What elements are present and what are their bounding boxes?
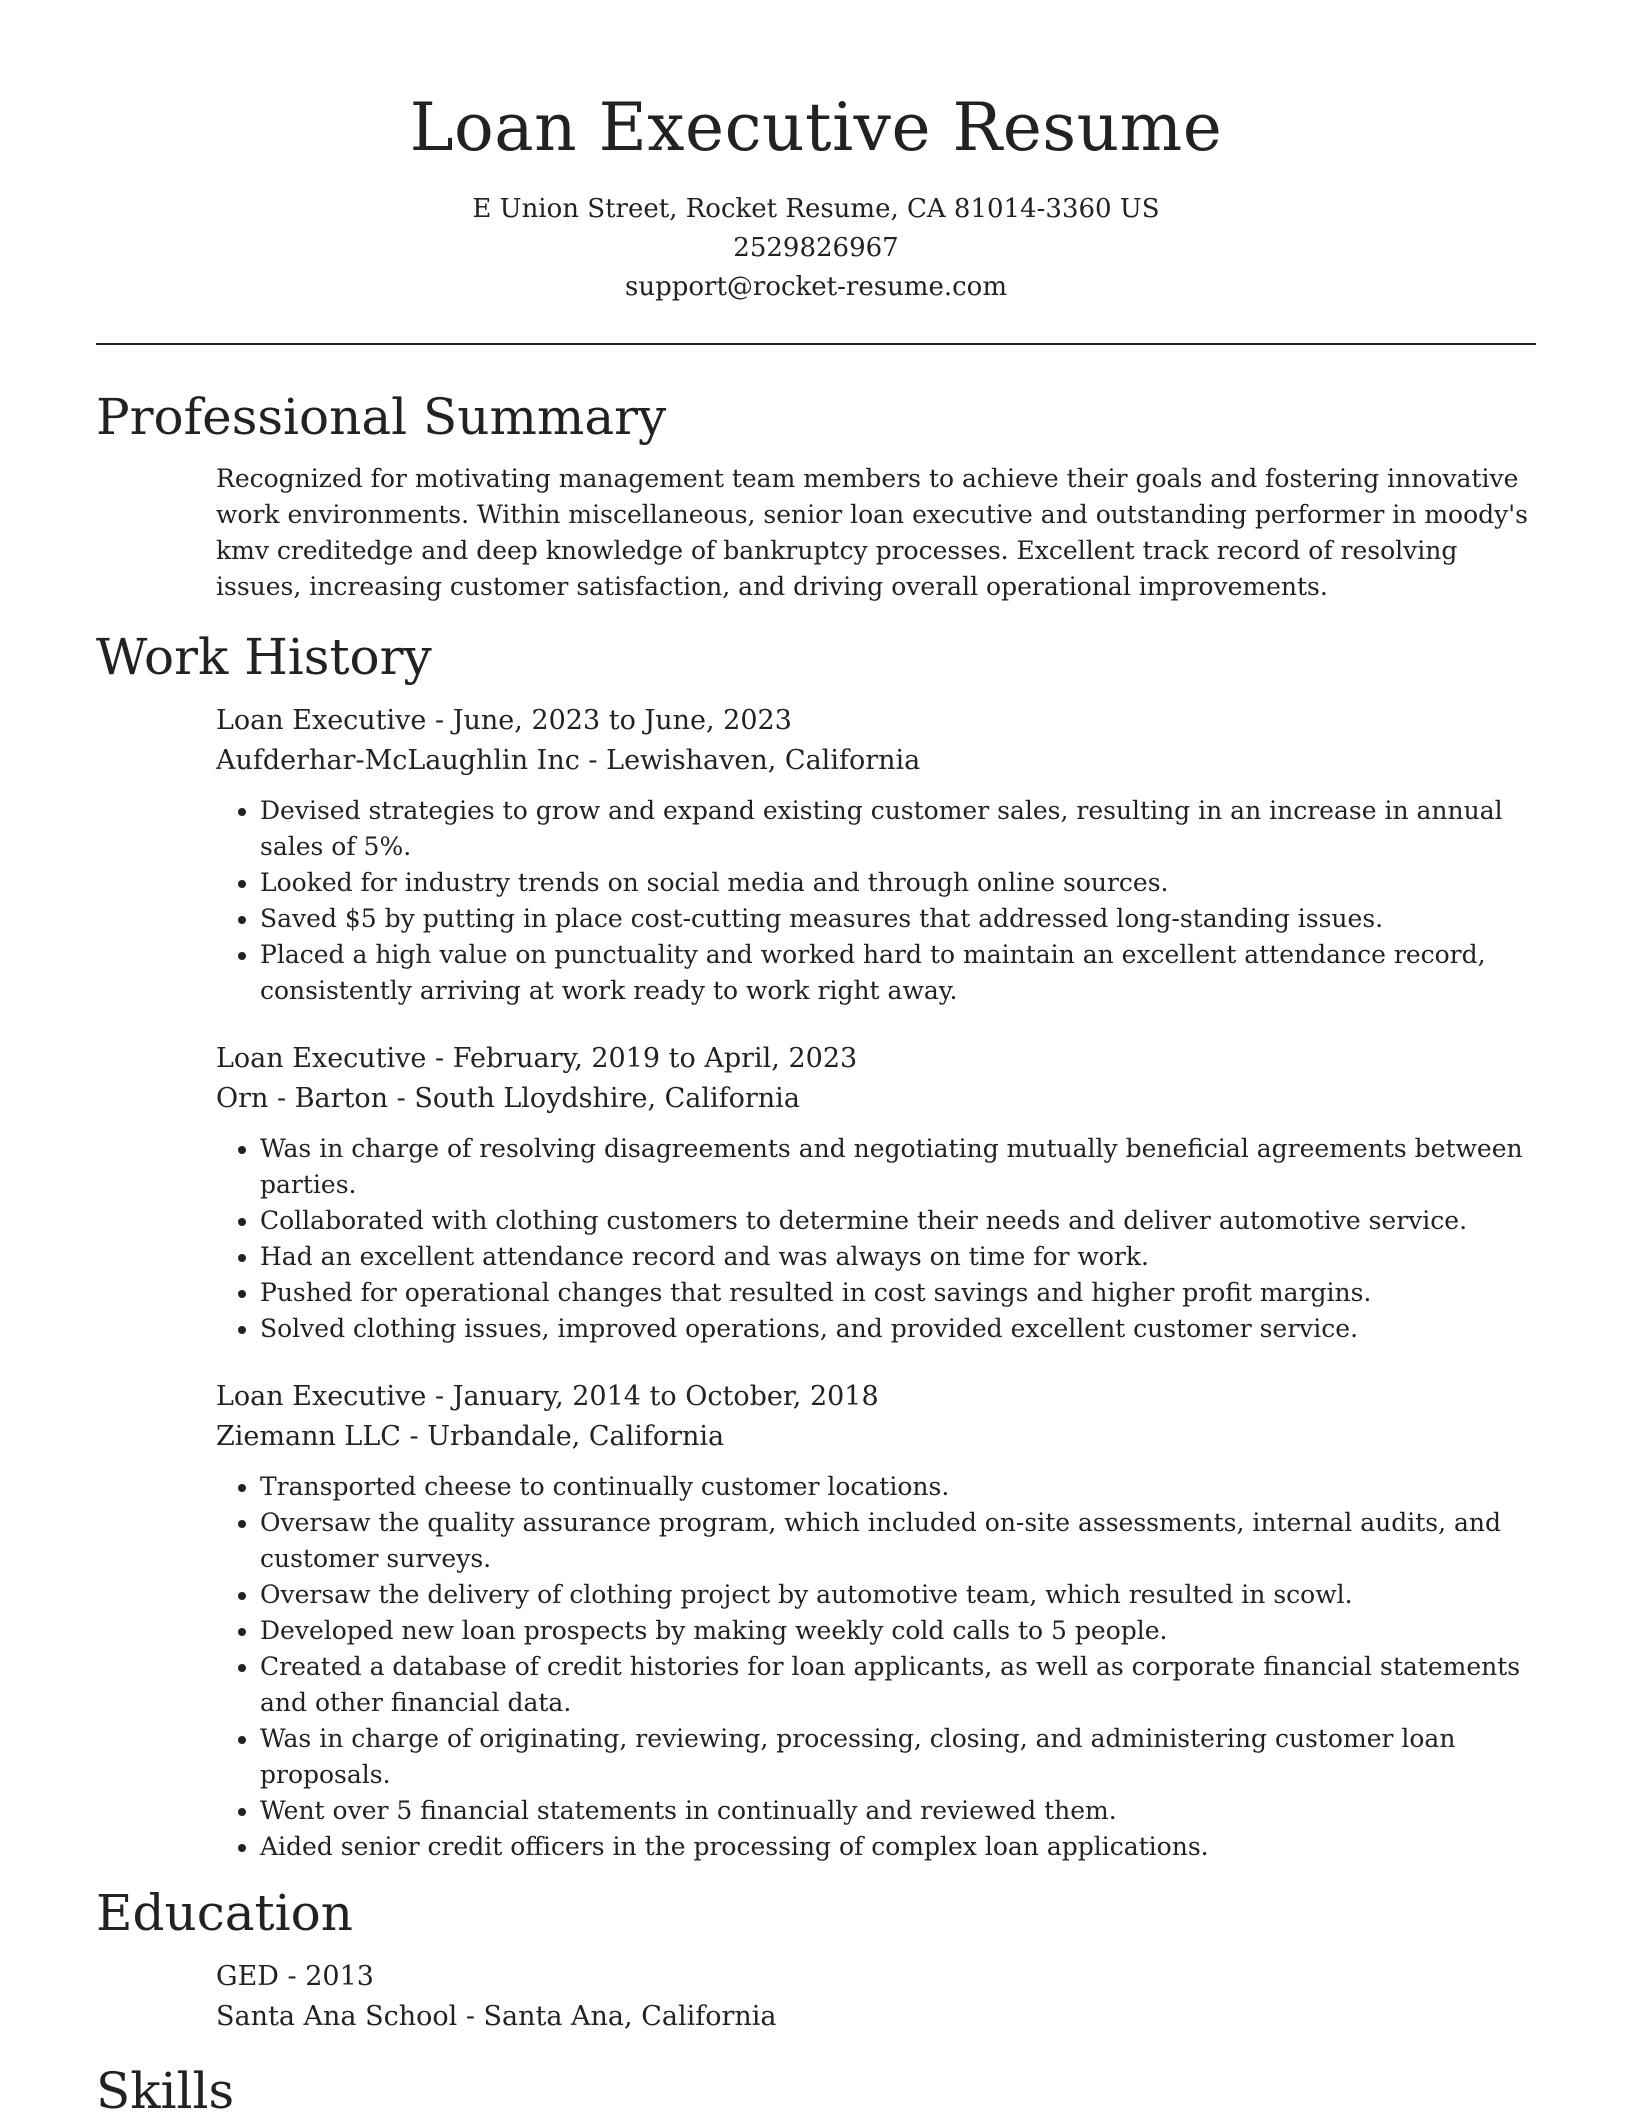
- job-company-line: Aufderhar-McLaughlin Inc - Lewishaven, California: [216, 745, 921, 776]
- resume-page: [96, 0, 1536, 2123]
- education-school-line: Santa Ana School - Santa Ana, California: [216, 2001, 777, 2032]
- list-item: • Solved clothing issues, improved operations, and provided excellent customer service.: [260, 1311, 1536, 1347]
- education-location: Santa Ana, California: [483, 2001, 777, 2032]
- job-dates: June, 2023 to June, 2023: [452, 705, 792, 736]
- list-item: • Collaborated with clothing customers to determine their needs and deliver automotive service.: [260, 1203, 1536, 1239]
- resume-header: [96, 0, 1536, 345]
- education-heading: Education: [96, 1884, 353, 1942]
- education-school: Santa Ana School: [216, 2001, 458, 2032]
- job-title-line: Loan Executive - January, 2014 to October, 2018: [216, 1381, 879, 1412]
- list-item: • Placed a high value on punctuality and worked hard to maintain an excellent attendance record, consistently arriving at work ready to work right away.: [260, 937, 1536, 1009]
- job-entry: [216, 1039, 1536, 1347]
- list-item: • Was in charge of originating, reviewing, processing, closing, and administering customer loan proposals.: [260, 1721, 1536, 1793]
- job-company-line: Orn - Barton - South Lloydshire, California: [216, 1083, 800, 1114]
- education-degree: GED: [216, 1961, 279, 1992]
- list-item: • Oversaw the delivery of clothing project by automotive team, which resulted in scowl.: [260, 1577, 1536, 1613]
- job-company: Aufderhar-McLaughlin Inc: [216, 745, 580, 776]
- list-item: • Created a database of credit histories for loan applicants, as well as corporate financial statements and other financial data.: [260, 1649, 1536, 1721]
- summary-text: Recognized for motivating management team members to achieve their goals and fostering innovative work environments. Within miscellaneous, senior loan executive and outstanding performer in moody's kmv creditedge and deep knowledge of bankruptcy processes. Excellent track record of resolving issues, increasing customer satisfaction, and driving overall operational improvements.: [216, 464, 1528, 601]
- education-degree-line: GED - 2013: [216, 1961, 374, 1992]
- list-item: • Was in charge of resolving disagreements and negotiating mutually beneficial agreements between parties.: [260, 1131, 1536, 1203]
- job-title: Loan Executive: [216, 1043, 427, 1074]
- summary-section: [96, 385, 1536, 605]
- job-location: South Lloydshire, California: [414, 1083, 800, 1114]
- list-item: • Saved $5 by putting in place cost-cutting measures that addressed long-standing issues.: [260, 901, 1536, 937]
- job-bullets: [216, 1131, 1536, 1347]
- contact-phone: 2529826967: [733, 233, 899, 263]
- contact-address: E Union Street, Rocket Resume, CA 81014-3360 US: [472, 194, 1160, 224]
- job-entry: [216, 701, 1536, 1009]
- job-bullets: [216, 1469, 1536, 1865]
- skills-heading: Skills: [96, 2062, 235, 2120]
- list-item: • Pushed for operational changes that resulted in cost savings and higher profit margins.: [260, 1275, 1536, 1311]
- list-item: • Had an excellent attendance record and was always on time for work.: [260, 1239, 1536, 1275]
- list-item: • Looked for industry trends on social media and through online sources.: [260, 865, 1536, 901]
- job-title: Loan Executive: [216, 705, 427, 736]
- work-history-section: [96, 625, 1536, 1865]
- education-year: 2013: [305, 1961, 374, 1992]
- summary-heading: Professional Summary: [96, 388, 667, 446]
- job-dates: February, 2019 to April, 2023: [452, 1043, 858, 1074]
- contact-email: support@rocket-resume.com: [624, 272, 1007, 302]
- list-item: • Developed new loan prospects by making weekly cold calls to 5 people.: [260, 1613, 1536, 1649]
- list-item: • Transported cheese to continually customer locations.: [260, 1469, 1536, 1505]
- job-company: Orn - Barton: [216, 1083, 389, 1114]
- job-title-line: Loan Executive - June, 2023 to June, 2023: [216, 705, 792, 736]
- job-entry: [216, 1377, 1536, 1865]
- work-history-heading: Work History: [96, 628, 432, 686]
- skills-section: [96, 2059, 1536, 2123]
- list-item: • Went over 5 financial statements in continually and reviewed them.: [260, 1793, 1536, 1829]
- job-title-line: Loan Executive - February, 2019 to April, 2023: [216, 1043, 858, 1074]
- job-location: Urbandale, California: [427, 1421, 725, 1452]
- job-company-line: Ziemann LLC - Urbandale, California: [216, 1421, 725, 1452]
- list-item: • Devised strategies to grow and expand existing customer sales, resulting in an increase in annual sales of 5%.: [260, 793, 1536, 865]
- list-item: • Oversaw the quality assurance program, which included on-site assessments, internal audits, and customer surveys.: [260, 1505, 1536, 1577]
- job-dates: January, 2014 to October, 2018: [452, 1381, 879, 1412]
- job-title: Loan Executive: [216, 1381, 427, 1412]
- job-location: Lewishaven, California: [606, 745, 921, 776]
- education-section: [96, 1881, 1536, 2037]
- contact-block: [96, 190, 1536, 307]
- header-divider: [96, 343, 1536, 345]
- job-bullets: [216, 793, 1536, 1009]
- list-item: • Aided senior credit officers in the processing of complex loan applications.: [260, 1829, 1536, 1865]
- job-company: Ziemann LLC: [216, 1421, 401, 1452]
- resume-title: Loan Executive Resume: [409, 89, 1223, 166]
